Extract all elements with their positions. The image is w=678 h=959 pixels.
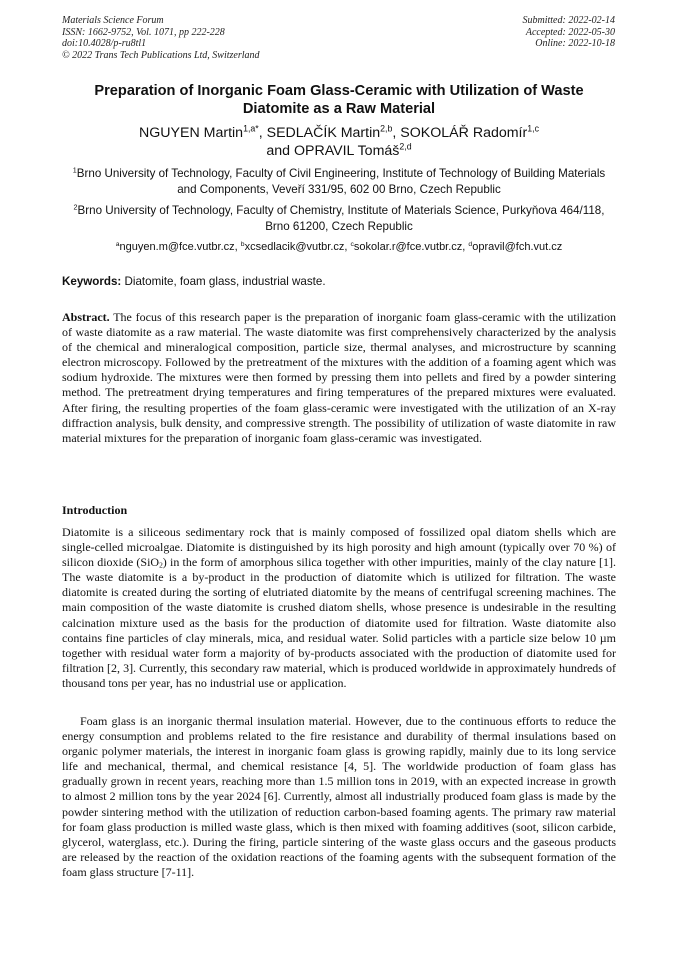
- affiliation-marker: 1: [72, 165, 77, 175]
- abstract-text: The focus of this research paper is the preparation of inorganic foam glass-ceramic with the utilization of waste diatomite as a raw material. The waste diatomite was first comprehensively characterized by the analysis of the chemical and mineralogical composition, particle size, thermal analyses, and microstructure by scanning electron microscopy. Followed by the pretreatment of the mixtures with the addition of a foaming agent which was sodium hydroxide. The mixtures were then formed by pressing them into pellets and fired by a powder sintering method. The pretreatment drying temperatures and firing temperatures of the prepared mixtures were evaluated. After firing, the resulting properties of the foam glass-ceramic were investigated with the utilization of an X-ray diffraction analysis, bulk density, and compressive strength. The possibility of utilization of waste diatomite in raw material mixtures for the preparation of inorganic foam glass-ceramic was investigated.: [62, 310, 616, 445]
- journal-copyright: © 2022 Trans Tech Publications Ltd, Switzerland: [62, 49, 260, 61]
- paragraph: [62, 525, 616, 691]
- email-marker: b: [240, 240, 245, 248]
- keywords-text: Diatomite, foam glass, industrial waste.: [124, 275, 326, 288]
- email-link[interactable]: xcsedlacik@vutbr.cz: [244, 241, 345, 253]
- email-link[interactable]: opravil@fch.vut.cz: [472, 241, 563, 253]
- author-marker: 2,d: [399, 141, 412, 152]
- affiliation: [62, 203, 616, 234]
- affiliation: [62, 166, 616, 197]
- abstract: [62, 310, 616, 446]
- email-link[interactable]: sokolar.r@fce.vutbr.cz: [353, 241, 463, 253]
- paragraph: Foam glass is an inorganic thermal insulation material. However, due to the continuous efforts to reduce the energy consumption and problems related to the fire resistance and durability of thermal insulations based on organic polymer materials, the interest in inorganic foam glass is growing rapidly, mainly due to its long service life and mechanical, thermal, and chemical resistance [4, 5]. The worldwide production of foam glass has gradually grown in recent years, reaching more than 1.5 million tons in 2019, with an expected increase in growth to almost 2 million tons by the year 2024 [6]. Currently, almost all industrially produced foam glass is made by the powder sintering method with the utilization of reduction carbon-based foaming agents. The primary raw material for foam glass production is milled waste glass, which is then mixed with foaming additives (soot, silicon carbide, glycerol, waterglass, etc.). During the firing, particle sintering of the waste glass occurs and the gaseous products are released by the reaction of the oxidation reactions of the foaming agents with the subsequent formation of the foam glass structure [7-11].: [62, 714, 616, 879]
- affiliation-text: Brno University of Technology, Faculty of Chemistry, Institute of Materials Science, Purkyňova 464/118, Brno 61200, Czech Republic: [77, 204, 605, 233]
- abstract-label: Abstract.: [62, 310, 110, 324]
- paragraph-text: Diatomite is a siliceous sedimentary rock that is mainly composed of fossilized opal diatom shells which are single-celled microalgae. Diatomite is distinguished by its high porosity and high amount (typically over 70 %) of silicon dioxide (SiO: [62, 525, 616, 570]
- author-marker: 2,b: [380, 123, 393, 134]
- email-list: $^a$nguyen.m@fce.vutbr.cz, $^b$xcsedlacik@vutbr.cz, $^c$sokolar.r@fce.vutbr.cz, $^d$opravil@fch.vut.cz: [115, 240, 563, 253]
- author-name: SOKOLÁŘ Radomír: [400, 125, 528, 141]
- email-marker: c: [350, 240, 354, 248]
- date-online: Online: 2022-10-18: [535, 38, 615, 49]
- author-name: OPRAVIL Tomáš: [293, 143, 400, 159]
- author-list: NGUYEN Martin$^{1,a*}$, SEDLAČÍK Martin$^{2,b}$, SOKOLÁŘ Radomír$^{1,c}$ and OPRAVIL Tomáš$^{2,d}$: [139, 123, 539, 159]
- section-heading-introduction: Introduction: [62, 503, 128, 517]
- journal-issn: ISSN: 1662-9752, Vol. 1071, pp 222-228: [62, 26, 225, 38]
- author-conjunction: and: [266, 143, 291, 159]
- affiliation-text: Brno University of Technology, Faculty of Civil Engineering, Institute of Technology of Building Materials and Components, Veveří 331/95, 602 00 Brno, Czech Republic: [76, 167, 606, 196]
- paragraph-text: ) in the form of amorphous silica together with other impurities, mainly of the clay nature [1]. The waste diatomite is a by-product in the production of diatomite which is utilized for filtration. The waste diatomite is created during the sorting of elutriated diatomite by the means of centrifugal screening machines. The main composition of the waste diatomite is crushed diatom shells, whose presence is undesirable in the resulting calcination mixture used as the basis for the production of diatomite used for filtration. Waste diatomite also contains fine particles of clay minerals, mica, and residual water. Solid particles with a particle size below 10 µm together with residual water form a majority of by-products associated with the production of diatomite used for filtration [2, 3]. Currently, this secondary raw material, which is produced worldwide in approximately hundreds of thousand tons per year, has no industrial use or application.: [62, 555, 616, 690]
- email-marker: d: [468, 240, 473, 248]
- paper-title: Preparation of Inorganic Foam Glass-Ceramic with Utilization of Waste Diatomite as a Raw Material: [94, 83, 584, 117]
- keywords: [62, 274, 616, 289]
- journal-doi[interactable]: doi:10.4028/p-ru8tl1: [62, 38, 147, 49]
- keywords-label: Keywords:: [62, 275, 122, 288]
- author-marker: 1,a*: [243, 123, 259, 134]
- email-marker: a: [115, 240, 120, 248]
- author-name: NGUYEN Martin: [139, 125, 244, 141]
- subscript: 2: [159, 560, 163, 570]
- author-marker: 1,c: [527, 123, 539, 134]
- email-link[interactable]: nguyen.m@fce.vutbr.cz: [119, 241, 235, 253]
- affiliation-marker: 2: [73, 202, 78, 212]
- author-name: SEDLAČÍK Martin: [266, 125, 381, 141]
- date-submitted: Submitted: 2022-02-14: [522, 15, 615, 26]
- journal-info: [62, 15, 260, 61]
- date-accepted: Accepted: 2022-05-30: [525, 26, 615, 38]
- publication-dates: [523, 15, 616, 50]
- journal-name: Materials Science Forum: [62, 15, 164, 26]
